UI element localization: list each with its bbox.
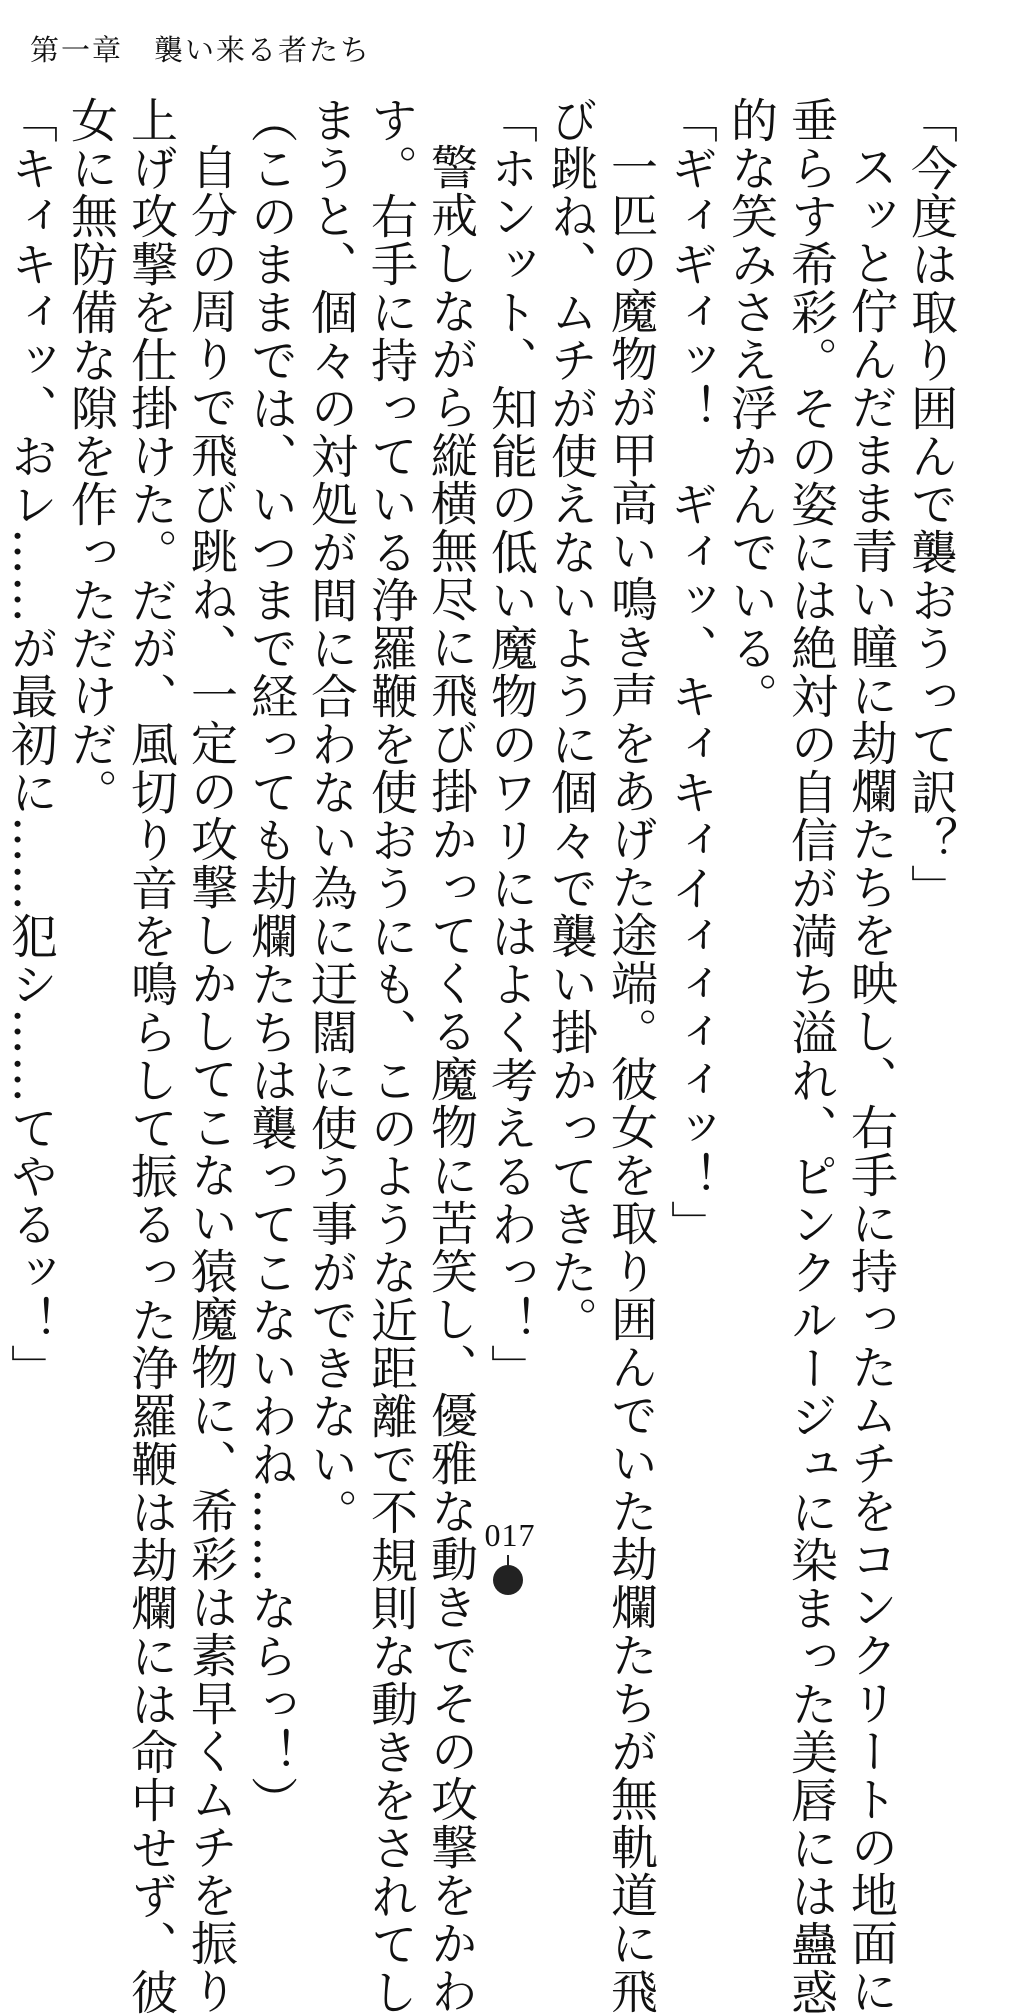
text-line: び跳ね、ムチが使えないように個々で襲い掛かってきた。 [543, 96, 598, 1344]
text-line: 一匹の魔物が甲高い鳴き声をあげた途端。彼女を取り囲んでいた劫爛たちが無軌道に飛 [603, 143, 658, 2015]
page-number: 017 [484, 1517, 536, 1553]
text-line: 「ホンット、知能の低い魔物のワリにはよく考えるわっ！」 [483, 96, 538, 1392]
text-line: 垂らす希彩。その姿には絶対の自信が満ち溢れ、ピンクルージュに染まった美唇には蠱惑 [783, 96, 838, 2016]
text-line: （このままでは、いつまで経っても劫爛たちは襲ってこないわね……ならっ！） [243, 96, 298, 1824]
text-line: 「ギィギィッ！ ギィッ、キィキィイィィィィッ！」 [663, 96, 718, 1248]
text-line: 「今度は取り囲んで襲おうって訳？」 [903, 96, 958, 912]
running-head: 第一章 襲い来る者たち [30, 33, 372, 67]
text-line: 女に無防備な隙を作っただけだ。 [63, 96, 118, 816]
text-line: 自分の周りで飛び跳ね、一定の攻撃しかしてこない猿魔物に、希彩は素早くムチを振り [183, 143, 238, 2015]
text-line: 上げ攻撃を仕掛けた。だが、風切り音を鳴らして振るった浄羅鞭は劫爛には命中せず、彼 [123, 96, 178, 2016]
text-line: 「キィキィッ、おレ……が最初に……犯シ……てやるッ！」 [3, 96, 58, 1392]
text-line: す。右手に持っている浄羅鞭を使おうにも、このような近距離で不規則な動きをされてし [363, 96, 418, 2016]
text-line: まうと、個々の対処が間に合わない為に迂闊に使う事ができない。 [303, 96, 358, 1536]
text-line: スッと佇んだまま青い瞳に劫爛たちを映し、右手に持ったムチをコンクリートの地面に [843, 143, 898, 2015]
text-line: 的な笑みさえ浮かんでいる。 [723, 96, 778, 720]
text-line: 警戒しながら縦横無尽に飛び掛かってくる魔物に苦笑し、優雅な動きでその攻撃をかわ [423, 143, 478, 2015]
folio-ornament-dot [493, 1565, 523, 1595]
